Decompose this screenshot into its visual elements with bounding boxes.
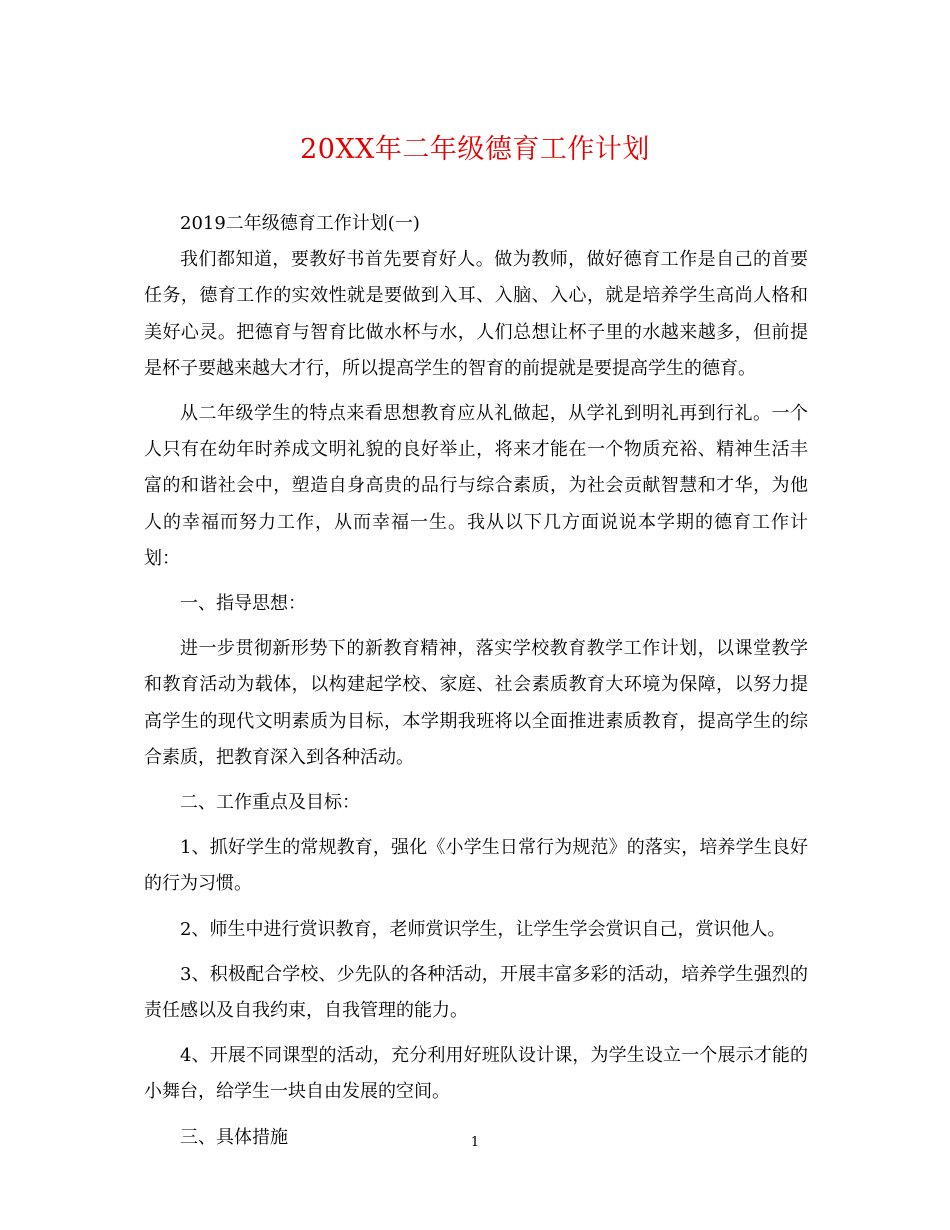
page-number: 1 bbox=[470, 1135, 480, 1150]
document-body bbox=[144, 206, 808, 1165]
paragraph-intro: 我们都知道，要教好书首先要育好人。做为教师，做好德育工作是自己的首要任务，德育工作的实效性就是要做到入耳、入脑、入心，就是培养学生高尚人格和美好心灵。把德育与智育比做水杯与水，人们总想让杯子里的水越来越多，但前提是杯子要越来越大才行，所以提高学生的智育的前提就是要提高学生的德育。 bbox=[144, 249, 808, 379]
section-heading-measures: 三、具体措施 bbox=[180, 1126, 288, 1148]
goal-item-4: 4、开展不同课型的活动，充分利用好班队设计课，为学生设立一个展示才能的小舞台，给学生一块自由发展的空间。 bbox=[144, 1045, 808, 1103]
document-subtitle: 2019二年级德育工作计划(一) bbox=[180, 213, 420, 234]
document-title: 20XX年二年级德育工作计划 bbox=[300, 134, 650, 165]
section-heading-key-goals: 二、工作重点及目标： bbox=[180, 792, 360, 814]
section-heading-guiding-thought: 一、指导思想： bbox=[180, 593, 306, 615]
goal-item-2: 2、师生中进行赏识教育，老师赏识学生，让学生学会赏识自己，赏识他人。 bbox=[180, 918, 786, 940]
paragraph-characteristics: 从二年级学生的特点来看思想教育应从礼做起，从学礼到明礼再到行礼。一个人只有在幼年时养成文明礼貌的良好举止，将来才能在一个物质充裕、精神生活丰富的和谐社会中，塑造自身高贵的品行与综合素质，为社会贡献智慧和才华，为他人的幸福而努力工作，从而幸福一生。我从以下几方面说说本学期的德育工作计划： bbox=[144, 403, 808, 569]
goal-item-3: 3、积极配合学校、少先队的各种活动，开展丰富多彩的活动，培养学生强烈的责任感以及自我约束，自我管理的能力。 bbox=[144, 963, 808, 1022]
paragraph-guiding-thought: 进一步贯彻新形势下的新教育精神，落实学校教育教学工作计划，以课堂教学和教育活动为载体，以构建起学校、家庭、社会素质教育大环境为保障，以努力提高学生的现代文明素质为目标，本学期我班将以全面推进素质教育，提高学生的综合素质，把教育深入到各种活动。 bbox=[144, 638, 808, 768]
goal-item-1: 1、抓好学生的常规教育，强化《小学生日常行为规范》的落实，培养学生良好的行为习惯。 bbox=[144, 837, 808, 895]
